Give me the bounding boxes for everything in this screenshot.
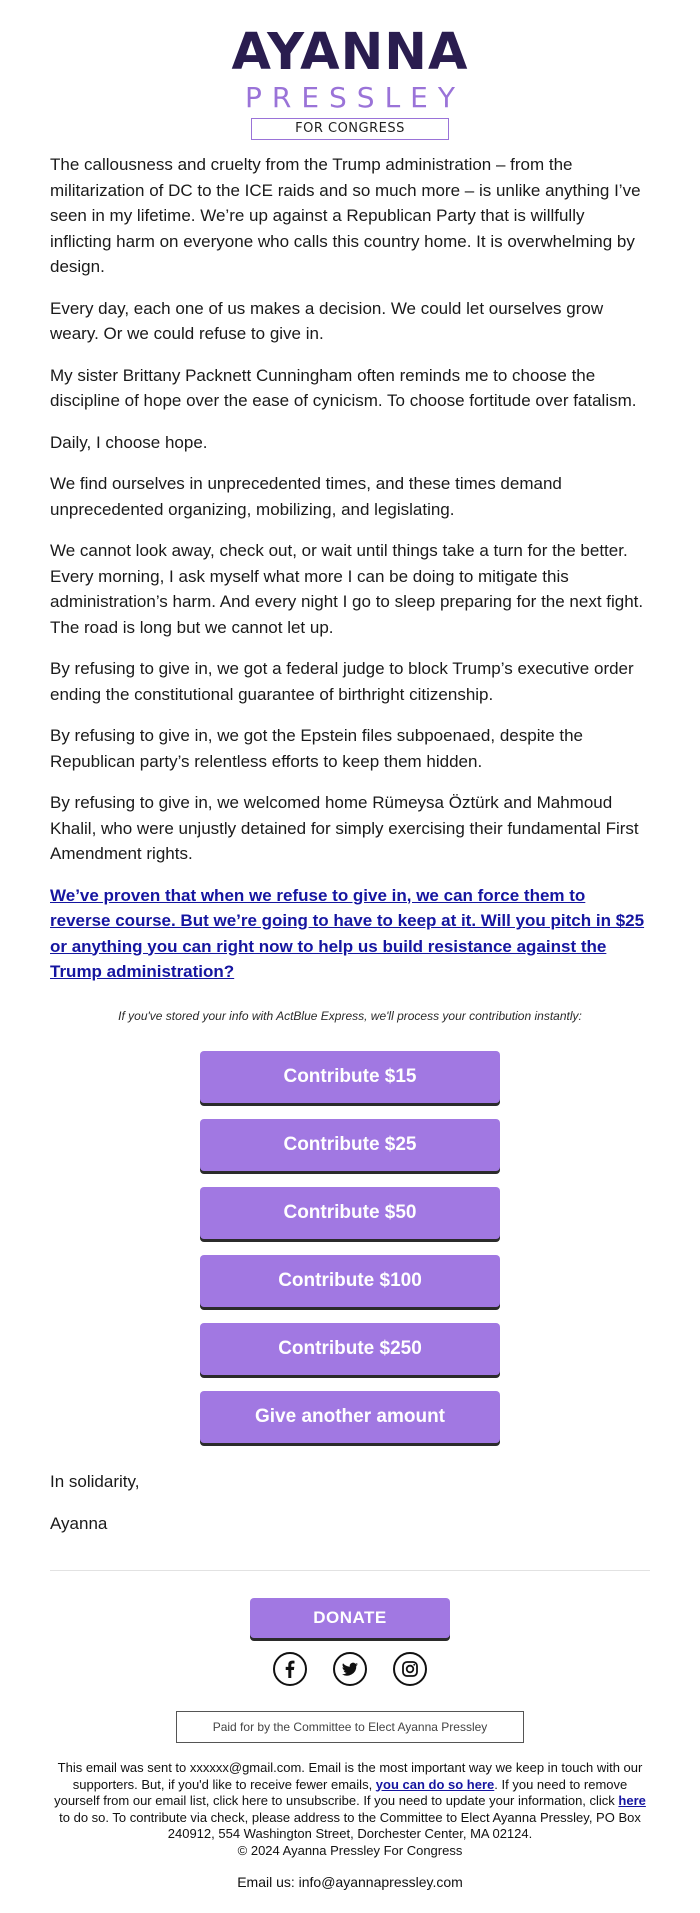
body-paragraph: We cannot look away, check out, or wait until things take a turn for the better. Every morning, I ask myself what more I can be doing to mitigate this administration’s harm. And every night I go to sleep preparing for the next fight. The road is long but we cannot let up. xyxy=(50,541,644,637)
campaign-logo[interactable] xyxy=(0,23,700,140)
contribute-250-button[interactable]: Contribute $250 xyxy=(200,1323,500,1375)
contribute-15-button[interactable]: Contribute $15 xyxy=(200,1051,500,1103)
actblue-note: If you've stored your info with ActBlue Express, we'll process your contribution instantly: xyxy=(118,1009,582,1023)
body-paragraph: Daily, I choose hope. xyxy=(50,432,208,452)
footer-text-1: This email was sent to xxxxxx@gmail.com. Email is the most important way we keep in touch with our supporters. But, if you'd like to receive fewer emails, xyxy=(57,1760,643,1792)
body-paragraph: We find ourselves in unprecedented times, and these times demand unprecedented organizing, mobilizing, and legislating. xyxy=(50,474,562,519)
body-paragraph: The callousness and cruelty from the Trump administration – from the militarization of DC to the ICE raids and so much more – is unlike anything I’ve seen in my lifetime. We’re up against a Republican Party that is willfully inflicting harm on everyone who calls this country home. It is overwhelming by design. xyxy=(50,155,641,276)
footer-legal xyxy=(50,1760,650,1859)
fewer-emails-link[interactable]: you can do so here xyxy=(375,1776,495,1792)
footer-text-3: to do so. To contribute via check, please address to the Committee to Elect Ayanna Pressley, PO Box 240912, 554 Washington Street, Dorchester Center, MA 02124. xyxy=(59,1809,641,1841)
body-paragraph: By refusing to give in, we got the Epstein files subpoenaed, despite the Republican party’s relentless efforts to keep them hidden. xyxy=(50,726,584,771)
donate-button[interactable]: DONATE xyxy=(250,1598,450,1638)
facebook-icon[interactable] xyxy=(273,1652,307,1686)
instagram-icon[interactable] xyxy=(393,1652,427,1686)
update-info-link[interactable]: here xyxy=(618,1793,646,1808)
body-paragraph: By refusing to give in, we got a federal judge to block Trump’s executive order ending the constitutional guarantee of birthright citizenship. xyxy=(50,659,634,704)
body-paragraph: My sister Brittany Packnett Cunningham often reminds me to choose the discipline of hope over the ease of cynicism. To choose fortitude over fatalism. xyxy=(50,365,637,410)
twitter-icon[interactable] xyxy=(333,1652,367,1686)
donate-cta-link[interactable]: We’ve proven that when we refuse to give in, we can force them to reverse course. But we’re going to have to keep at it. Will you pitch in $25 or anything you can right now to help us build resistance against the Trump administration? xyxy=(50,885,645,981)
contact-email[interactable]: Email us: info@ayannapressley.com xyxy=(237,1874,463,1890)
contribute-100-button[interactable]: Contribute $100 xyxy=(200,1255,500,1307)
footer-divider xyxy=(50,1570,650,1571)
logo-name: AYANNA xyxy=(231,23,469,82)
give-another-amount-button[interactable]: Give another amount xyxy=(200,1391,500,1443)
signoff-name: Ayanna xyxy=(50,1514,108,1533)
contribute-50-button[interactable]: Contribute $50 xyxy=(200,1187,500,1239)
body-paragraph: By refusing to give in, we welcomed home Rümeysa Öztürk and Mahmoud Khalil, who were unjustly detained for simply exercising their fundamental First Amendment rights. xyxy=(50,793,639,863)
body-paragraph: Every day, each one of us makes a decision. We could let ourselves grow weary. Or we could refuse to give in. xyxy=(50,298,604,343)
signoff-closing: In solidarity, xyxy=(50,1472,140,1491)
copyright: © 2024 Ayanna Pressley For Congress xyxy=(237,1842,463,1858)
paid-for-disclaimer: Paid for by the Committee to Elect Ayanna Pressley xyxy=(176,1711,524,1743)
contribute-25-button[interactable]: Contribute $25 xyxy=(200,1119,500,1171)
logo-surname: PRESSLEY xyxy=(245,81,465,114)
logo-tagline: FOR CONGRESS xyxy=(251,118,449,140)
footer-text-2: . If you need to remove yourself from our email list, click here to unsubscribe. If you need to update your information, click xyxy=(54,1776,628,1808)
email-body xyxy=(50,152,650,985)
